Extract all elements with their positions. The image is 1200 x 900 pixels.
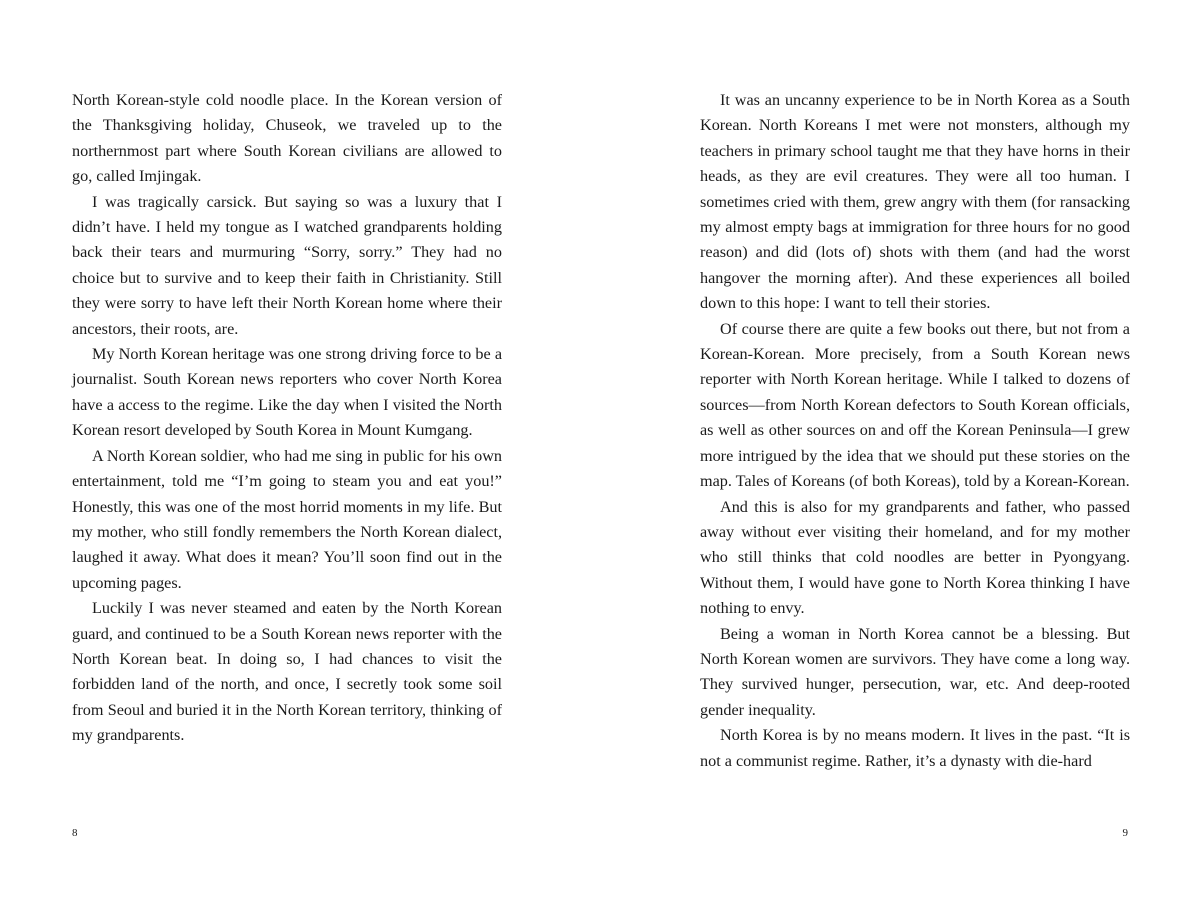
left-page-body	[72, 88, 502, 749]
right-page-body	[700, 88, 1130, 774]
paragraph: Being a woman in North Korea cannot be a blessing. But North Korean women are survivors. They have come a long way. They survived hunger, persecution, war, etc. And deep-rooted gender inequality.	[700, 624, 1130, 719]
paragraph: I was tragically carsick. But saying so was a luxury that I didn’t have. I held my tongue as I watched grandparents holding back their tears and murmuring “Sorry, sorry.” They had no choice but to survive and to keep their faith in Christianity. Still they were sorry to have left their North Korean home where their ancestors, their roots, are.	[72, 192, 502, 338]
paragraph: North Korea is by no means modern. It lives in the past. “It is not a communist regime. Rather, it’s a dynasty with die-hard	[700, 726, 1130, 770]
paragraph: Of course there are quite a few books out there, but not from a Korean-Korean. More precisely, from a South Korean news reporter with North Korean heritage. While I talked to dozens of sources—from North Korean defectors to South Korean officials, as well as other sources on and off the Korean Peninsula—I grew more intrigued by the idea that we should put these stories on the map. Tales of Koreans (of both Koreas), told by a Korean-Korean.	[700, 319, 1130, 491]
paragraph: My North Korean heritage was one strong driving force to be a journalist. South Korean news reporters who cover North Korea have a access to the regime. Like the day when I visited the North Korean resort developed by South Korea in Mount Kumgang.	[72, 345, 502, 440]
right-page	[600, 0, 1200, 900]
page-number: 9	[1122, 827, 1128, 839]
paragraph: It was an uncanny experience to be in North Korea as a South Korean. North Koreans I met were not monsters, although my teachers in primary school taught me that they have horns in their heads, as they are evil creatures. They were all too human. I sometimes cried with them, grew angry with them (for ransacking my almost empty bags at immigration for three hours for no good reason) and did (lots of) shots with them (and had the worst hangover the morning after). And these experiences all boiled down to this hope: I want to tell their stories.	[700, 91, 1130, 313]
page-number: 8	[72, 827, 78, 839]
paragraph: And this is also for my grandparents and father, who passed away without ever visiting their homeland, and for my mother who still thinks that cold noodles are better in Pyongyang. Without them, I would have gone to North Korea thinking I have nothing to envy.	[700, 497, 1130, 618]
paragraph: North Korean-style cold noodle place. In the Korean version of the Thanksgiving holiday, Chuseok, we traveled up to the northernmost part where South Korean civilians are allowed to go, called Imjingak.	[72, 91, 502, 186]
paragraph: A North Korean soldier, who had me sing in public for his own entertainment, told me “I’m going to steam you and eat you!” Honestly, this was one of the most horrid moments in my life. But my mother, who still fondly remembers the North Korean dialect, laughed it away. What does it mean? You’ll soon find out in the upcoming pages.	[72, 446, 502, 592]
paragraph: Luckily I was never steamed and eaten by the North Korean guard, and continued to be a South Korean news reporter with the North Korean beat. In doing so, I had chances to visit the forbidden land of the north, and once, I secretly took some soil from Seoul and buried it in the North Korean territory, thinking of my grandparents.	[72, 599, 502, 745]
